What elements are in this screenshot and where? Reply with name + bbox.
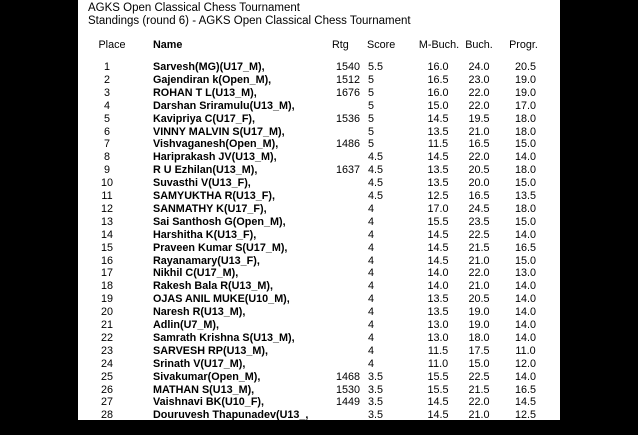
cell-m-buch: 11.5 <box>427 138 449 151</box>
cell-score: 4 <box>368 280 375 293</box>
cell-buch: 21.0 <box>468 254 490 267</box>
cell-buch: 23.5 <box>468 215 490 228</box>
cell-name: Rakesh Bala R(U13_M), <box>153 280 274 293</box>
table-row <box>78 242 560 255</box>
table-row <box>78 74 560 87</box>
table-row <box>78 87 560 100</box>
cell-progr: 13.5 <box>514 190 536 202</box>
cell-progr: 18.0 <box>514 202 536 215</box>
cell-name: R U Ezhilan(U13_M), <box>153 164 258 177</box>
table-row <box>78 190 560 203</box>
cell-buch: 22.5 <box>468 370 490 383</box>
cell-name: Hariprakash JV(U13_M), <box>153 151 277 164</box>
cell-place: 20 <box>100 306 113 319</box>
table-row <box>78 396 560 409</box>
cell-score: 4 <box>368 331 375 344</box>
cell-name: Nikhil C(U17_M), <box>153 267 239 280</box>
cell-place: 17 <box>100 267 113 280</box>
table-row <box>78 267 560 280</box>
table-row <box>78 229 560 242</box>
cell-score: 4.5 <box>368 177 384 190</box>
cell-m-buch: 15.5 <box>427 383 449 396</box>
cell-score: 4.5 <box>368 190 384 202</box>
cell-score: 3.5 <box>368 370 384 383</box>
cell-score: 5 <box>368 86 375 99</box>
cell-progr: 15.0 <box>514 215 536 228</box>
cell-m-buch: 12.5 <box>427 190 449 202</box>
table-row <box>78 100 560 113</box>
cell-buch: 21.5 <box>468 383 490 396</box>
cell-progr: 15.0 <box>514 177 536 190</box>
header-buch: Buch. <box>465 39 493 51</box>
cell-buch: 24.5 <box>468 202 490 215</box>
cell-score: 5 <box>368 73 375 86</box>
cell-buch: 21.0 <box>468 409 490 422</box>
cell-buch: 17.5 <box>468 344 490 357</box>
cell-buch: 20.0 <box>468 422 490 435</box>
cell-buch: 18.0 <box>468 331 490 344</box>
cell-progr: 14.0 <box>514 306 536 319</box>
cell-place: 2 <box>103 73 110 86</box>
table-row <box>78 293 560 306</box>
cell-m-buch: 13.5 <box>427 164 449 177</box>
cell-place: 21 <box>100 319 113 331</box>
cell-score: 4 <box>368 254 375 267</box>
cell-progr: 15.0 <box>514 254 536 267</box>
cell-name: Vishvaganesh(Open_M), <box>153 138 279 151</box>
cell-name: Vaishnavi BK(U10_F), <box>153 396 265 409</box>
cell-m-buch: 14.5 <box>427 151 449 164</box>
cell-place: 19 <box>100 293 113 306</box>
table-row <box>78 422 560 435</box>
header-m-buch: M-Buch. <box>418 39 460 51</box>
cell-name: Samrath Krishna S(U13_M), <box>153 331 295 344</box>
table-row <box>78 177 560 190</box>
cell-buch: 19.5 <box>468 112 490 125</box>
header-place: Place <box>98 39 126 51</box>
cell-score: 4 <box>368 267 375 280</box>
cell-buch: 22.0 <box>468 99 490 112</box>
cell-buch: 22.5 <box>468 228 490 241</box>
cell-progr: 13.0 <box>514 267 536 280</box>
cell-name: Naresh R(U13_M), <box>153 306 246 319</box>
cell-m-buch: 13.0 <box>427 331 449 344</box>
cell-place: 29 <box>100 422 113 435</box>
cell-score: 3.5 <box>368 422 384 435</box>
table-row <box>78 126 560 139</box>
cell-buch: 22.0 <box>468 86 490 99</box>
header-progr: Progr. <box>509 39 538 51</box>
table-row <box>78 151 560 164</box>
cell-place: 27 <box>100 396 113 409</box>
cell-progr: 19.0 <box>514 73 536 86</box>
table-row <box>78 306 560 319</box>
cell-buch: 20.5 <box>468 293 490 306</box>
cell-name: Sivakumar(Open_M), <box>153 370 261 383</box>
cell-place: 15 <box>100 241 113 254</box>
cell-name: SANMATHY K(U17_F), <box>153 202 267 215</box>
cell-progr: 14.0 <box>514 228 536 241</box>
table-row <box>78 138 560 151</box>
cell-m-buch: 16.0 <box>427 86 449 99</box>
cell-score: 4 <box>368 241 375 254</box>
header-score: Score <box>367 39 396 51</box>
cell-place: 5 <box>103 112 110 125</box>
table-row <box>78 216 560 229</box>
cell-score: 5 <box>368 138 375 151</box>
cell-name: Kavipriya C(U17_F), <box>153 112 256 125</box>
cell-buch: 20.0 <box>468 177 490 190</box>
cell-m-buch: 13.0 <box>427 422 449 435</box>
cell-score: 4 <box>368 202 375 215</box>
cell-progr: 11.0 <box>515 344 536 357</box>
cell-progr: 18.0 <box>514 164 536 177</box>
cell-place: 6 <box>103 125 110 138</box>
cell-name: Adlin(U7_M), <box>153 319 219 331</box>
cell-progr: 14.0 <box>514 151 536 164</box>
cell-place: 13 <box>100 215 113 228</box>
cell-place: 1 <box>103 61 110 73</box>
header-rating: Rtg <box>332 39 349 51</box>
cell-name: OJAS ANIL MUKE(U10_M), <box>153 293 290 306</box>
document-title: AGKS Open Classical Chess Tournament <box>88 2 300 14</box>
cell-place: 8 <box>103 151 110 164</box>
cell-progr: 19.0 <box>514 86 536 99</box>
document-page <box>78 0 560 435</box>
cell-progr: 15.0 <box>514 138 536 151</box>
cell-name: Douruvesh Thapunadev(U13_, <box>153 409 309 422</box>
table-row <box>78 113 560 126</box>
table-row <box>78 332 560 345</box>
cell-name: Praveen Kumar S(U17_M), <box>153 241 288 254</box>
cell-buch: 16.5 <box>468 138 490 151</box>
cell-name: SAMYUKTHA R(U13_F), <box>153 190 275 202</box>
cell-m-buch: 11.5 <box>427 344 449 357</box>
cell-name: Suvasthi V(U13_F), <box>153 177 251 190</box>
cell-m-buch: 16.5 <box>427 73 449 86</box>
cell-buch: 19.0 <box>468 319 490 331</box>
cell-name: VINNY MALVIN S(U17_M), <box>153 125 285 138</box>
cell-place: 9 <box>103 164 110 177</box>
table-row <box>78 345 560 358</box>
cell-buch: 16.5 <box>468 190 490 202</box>
cell-score: 3.5 <box>368 383 384 396</box>
cell-place: 7 <box>103 138 110 151</box>
cell-rating: 1676 <box>335 86 360 99</box>
cell-buch: 22.0 <box>468 267 490 280</box>
cell-buch: 23.0 <box>468 73 490 86</box>
cell-score: 4.5 <box>368 151 384 164</box>
cell-rating: 1637 <box>335 164 360 177</box>
cell-m-buch: 15.0 <box>427 99 449 112</box>
table-row <box>78 203 560 216</box>
cell-score: 3.5 <box>368 396 384 409</box>
cell-place: 22 <box>100 331 113 344</box>
cell-m-buch: 16.0 <box>427 61 449 73</box>
cell-score: 5.5 <box>368 61 384 73</box>
cell-progr: 14.5 <box>514 396 536 409</box>
cell-rating: 1540 <box>335 61 360 73</box>
cell-m-buch: 14.5 <box>427 254 449 267</box>
cell-score: 4 <box>368 319 375 331</box>
cell-m-buch: 13.5 <box>427 293 449 306</box>
cell-m-buch: 14.0 <box>427 267 449 280</box>
cell-name: Harshitha K(U13_F), <box>153 228 257 241</box>
cell-name: Rayanamary(U13_F), <box>153 254 260 267</box>
cell-m-buch: 14.5 <box>427 112 449 125</box>
cell-buch: 22.0 <box>468 396 490 409</box>
cell-place: 16 <box>100 254 113 267</box>
cell-m-buch: 13.5 <box>427 306 449 319</box>
cell-rating: 1486 <box>335 138 360 151</box>
cell-rating: 1536 <box>335 112 360 125</box>
cell-progr: 14.0 <box>514 319 536 331</box>
table-row <box>78 371 560 384</box>
header-name: Name <box>153 39 183 51</box>
cell-score: 4 <box>368 306 375 319</box>
cell-place: 23 <box>100 344 113 357</box>
cell-name: ERIKSON A(U10_M), <box>153 422 258 435</box>
cell-name: SARVESH RP(U13_M), <box>153 344 268 357</box>
cell-buch: 21.0 <box>468 125 490 138</box>
table-header <box>78 39 560 52</box>
cell-rating: 1512 <box>335 73 360 86</box>
cell-place: 14 <box>100 228 113 241</box>
cell-rating: 1530 <box>335 383 360 396</box>
cell-score: 5 <box>368 125 375 138</box>
cell-place: 4 <box>103 99 110 112</box>
cell-place: 25 <box>100 370 113 383</box>
cell-progr: 18.0 <box>514 125 536 138</box>
table-row <box>78 384 560 397</box>
cell-m-buch: 14.5 <box>427 228 449 241</box>
cell-buch: 19.0 <box>468 306 490 319</box>
table-row <box>78 255 560 268</box>
cell-progr: 12.0 <box>514 357 536 370</box>
cell-buch: 24.0 <box>468 61 490 73</box>
cell-place: 24 <box>100 357 113 370</box>
cell-m-buch: 13.5 <box>427 177 449 190</box>
document-subtitle: Standings (round 6) - AGKS Open Classical Chess Tournament <box>88 15 411 27</box>
cell-name: Sai Santhosh G(Open_M), <box>153 215 286 228</box>
cell-place: 10 <box>100 177 113 190</box>
cell-score: 5 <box>368 112 375 125</box>
table-row <box>78 61 560 74</box>
table-row <box>78 358 560 371</box>
cell-place: 3 <box>103 86 110 99</box>
cell-place: 28 <box>100 409 113 422</box>
cell-score: 4 <box>368 215 375 228</box>
cell-score: 4 <box>368 344 375 357</box>
cell-rating: 1449 <box>335 396 360 409</box>
cell-name: Srinath V(U17_M), <box>153 357 246 370</box>
cell-place: 12 <box>100 202 113 215</box>
cell-progr: 13.5 <box>514 422 536 435</box>
cell-place: 26 <box>100 383 113 396</box>
cell-score: 3.5 <box>368 409 384 422</box>
cell-m-buch: 14.0 <box>427 280 449 293</box>
cell-progr: 16.5 <box>514 241 536 254</box>
cell-m-buch: 14.5 <box>427 409 449 422</box>
cell-score: 4 <box>368 357 375 370</box>
cell-score: 5 <box>368 99 375 112</box>
cell-progr: 20.5 <box>514 61 536 73</box>
cell-progr: 14.0 <box>514 331 536 344</box>
cell-place: 18 <box>100 280 113 293</box>
cell-m-buch: 14.5 <box>427 396 449 409</box>
cell-progr: 14.0 <box>514 293 536 306</box>
cell-m-buch: 11.0 <box>427 357 449 370</box>
cell-m-buch: 15.5 <box>427 370 449 383</box>
cell-buch: 21.0 <box>468 280 490 293</box>
cell-rating: 1468 <box>335 370 360 383</box>
cell-name: Sarvesh(MG)(U17_M), <box>153 61 265 73</box>
cell-score: 4 <box>368 293 375 306</box>
cell-name: MATHAN S(U13_M), <box>153 383 255 396</box>
cell-m-buch: 13.0 <box>427 319 449 331</box>
cell-m-buch: 13.5 <box>427 125 449 138</box>
table-row <box>78 280 560 293</box>
cell-buch: 20.5 <box>468 164 490 177</box>
cell-progr: 16.5 <box>514 383 536 396</box>
cell-m-buch: 15.5 <box>427 215 449 228</box>
cell-name: ROHAN T L(U13_M), <box>153 86 257 99</box>
table-row <box>78 164 560 177</box>
table-row <box>78 409 560 422</box>
cell-place: 11 <box>101 190 113 202</box>
cell-progr: 14.0 <box>514 370 536 383</box>
cell-m-buch: 14.5 <box>427 241 449 254</box>
cell-name: Gajendiran k(Open_M), <box>153 73 272 86</box>
cell-name: Darshan Sriramulu(U13_M), <box>153 99 295 112</box>
cell-m-buch: 17.0 <box>427 202 449 215</box>
table-row <box>78 319 560 332</box>
cell-buch: 21.5 <box>468 241 490 254</box>
cell-progr: 18.0 <box>514 112 536 125</box>
cell-progr: 12.5 <box>514 409 536 422</box>
cell-progr: 14.0 <box>514 280 536 293</box>
cell-score: 4 <box>368 228 375 241</box>
cell-buch: 22.0 <box>468 151 490 164</box>
cell-progr: 17.0 <box>514 99 536 112</box>
cell-buch: 15.0 <box>468 357 490 370</box>
cell-score: 4.5 <box>368 164 384 177</box>
